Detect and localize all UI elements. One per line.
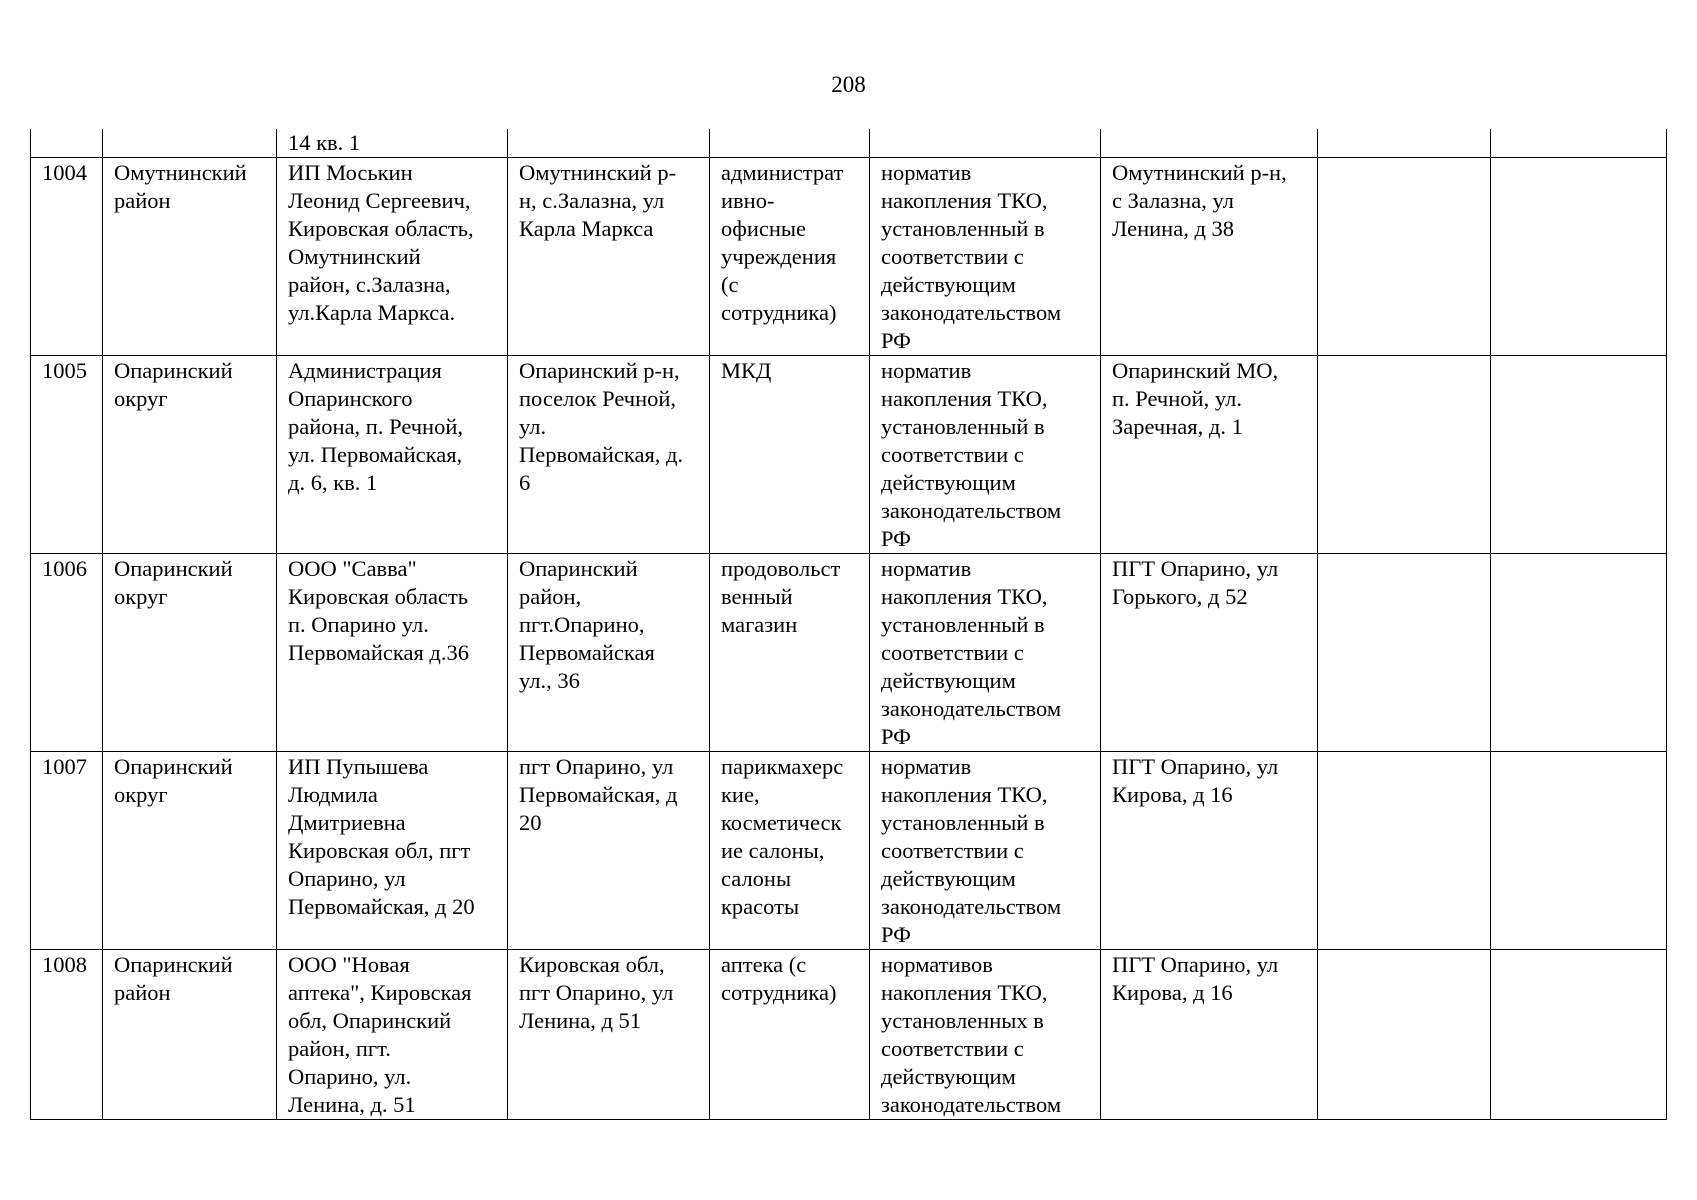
cell-category (710, 129, 870, 158)
cell-col8 (1318, 158, 1491, 356)
cell-num (31, 129, 103, 158)
cell-location: Опаринский р-н, поселок Речной, ул. Первомайская, д. 6 (508, 356, 710, 554)
cell-col9 (1491, 129, 1667, 158)
cell-location: Опаринский район, пгт.Опарино, Первомайская ул., 36 (508, 554, 710, 752)
cell-owner: Администрация Опаринского района, п. Речной, ул. Первомайская, д. 6, кв. 1 (277, 356, 508, 554)
cell-location: Кировская обл, пгт Опарино, ул Ленина, д 51 (508, 950, 710, 1120)
cell-district: Омутнинский район (103, 158, 277, 356)
cell-num: 1007 (31, 752, 103, 950)
cell-norm: норматив накопления ТКО, установленный в соответствии с действующим законодательством РФ (870, 356, 1101, 554)
cell-district (103, 129, 277, 158)
cell-location (508, 129, 710, 158)
cell-district: Опаринский округ (103, 752, 277, 950)
cell-owner: ИП Пупышева Людмила Дмитриевна Кировская обл, пгт Опарино, ул Первомайская, д 20 (277, 752, 508, 950)
cell-location: пгт Опарино, ул Первомайская, д 20 (508, 752, 710, 950)
cell-site: Опаринский МО, п. Речной, ул. Заречная, д. 1 (1101, 356, 1318, 554)
cell-site: ПГТ Опарино, ул Кирова, д 16 (1101, 752, 1318, 950)
cell-col8 (1318, 129, 1491, 158)
cell-district: Опаринский район (103, 950, 277, 1120)
cell-norm: норматив накопления ТКО, установленный в соответствии с действующим законодательством РФ (870, 554, 1101, 752)
cell-category: аптека (с сотрудника) (710, 950, 870, 1120)
cell-num: 1008 (31, 950, 103, 1120)
cell-num: 1004 (31, 158, 103, 356)
page-number: 208 (831, 72, 866, 97)
cell-norm (870, 129, 1101, 158)
cell-col9 (1491, 752, 1667, 950)
table-row (31, 356, 1667, 554)
cell-num: 1006 (31, 554, 103, 752)
cell-district: Опаринский округ (103, 356, 277, 554)
cell-norm: норматив накопления ТКО, установленный в соответствии с действующим законодательством РФ (870, 752, 1101, 950)
cell-col9 (1491, 950, 1667, 1120)
cell-district: Опаринский округ (103, 554, 277, 752)
cell-site: Омутнинский р-н, с Залазна, ул Ленина, д 38 (1101, 158, 1318, 356)
cell-norm: нормативов накопления ТКО, установленных в соответствии с действующим законодательством (870, 950, 1101, 1120)
cell-owner: ИП Моськин Леонид Сергеевич, Кировская область, Омутнинский район, с.Залазна, ул.Карла Маркса. (277, 158, 508, 356)
cell-num: 1005 (31, 356, 103, 554)
registry-table (30, 129, 1667, 1120)
table-row (31, 752, 1667, 950)
cell-col8 (1318, 356, 1491, 554)
cell-owner: ООО "Савва" Кировская область п. Опарино ул. Первомайская д.36 (277, 554, 508, 752)
cell-col9 (1491, 356, 1667, 554)
cell-col8 (1318, 752, 1491, 950)
table-row (31, 950, 1667, 1120)
table-row (31, 554, 1667, 752)
cell-owner: ООО "Новая аптека", Кировская обл, Опаринский район, пгт. Опарино, ул. Ленина, д. 51 (277, 950, 508, 1120)
cell-col8 (1318, 554, 1491, 752)
cell-col9 (1491, 554, 1667, 752)
table-row-continuation (31, 129, 1667, 158)
cell-col8 (1318, 950, 1491, 1120)
cell-location: Омутнинский р- н, с.Залазна, ул Карла Маркса (508, 158, 710, 356)
cell-category: парикмахерс кие, косметическ ие салоны, салоны красоты (710, 752, 870, 950)
cell-category: МКД (710, 356, 870, 554)
cell-site (1101, 129, 1318, 158)
cell-category: продовольст венный магазин (710, 554, 870, 752)
cell-col9 (1491, 158, 1667, 356)
cell-site: ПГТ Опарино, ул Кирова, д 16 (1101, 950, 1318, 1120)
table-row (31, 158, 1667, 356)
cell-category: администрат ивно- офисные учреждения (с сотрудника) (710, 158, 870, 356)
cell-site: ПГТ Опарино, ул Горького, д 52 (1101, 554, 1318, 752)
cell-norm: норматив накопления ТКО, установленный в соответствии с действующим законодательством РФ (870, 158, 1101, 356)
cell-owner: 14 кв. 1 (277, 129, 508, 158)
